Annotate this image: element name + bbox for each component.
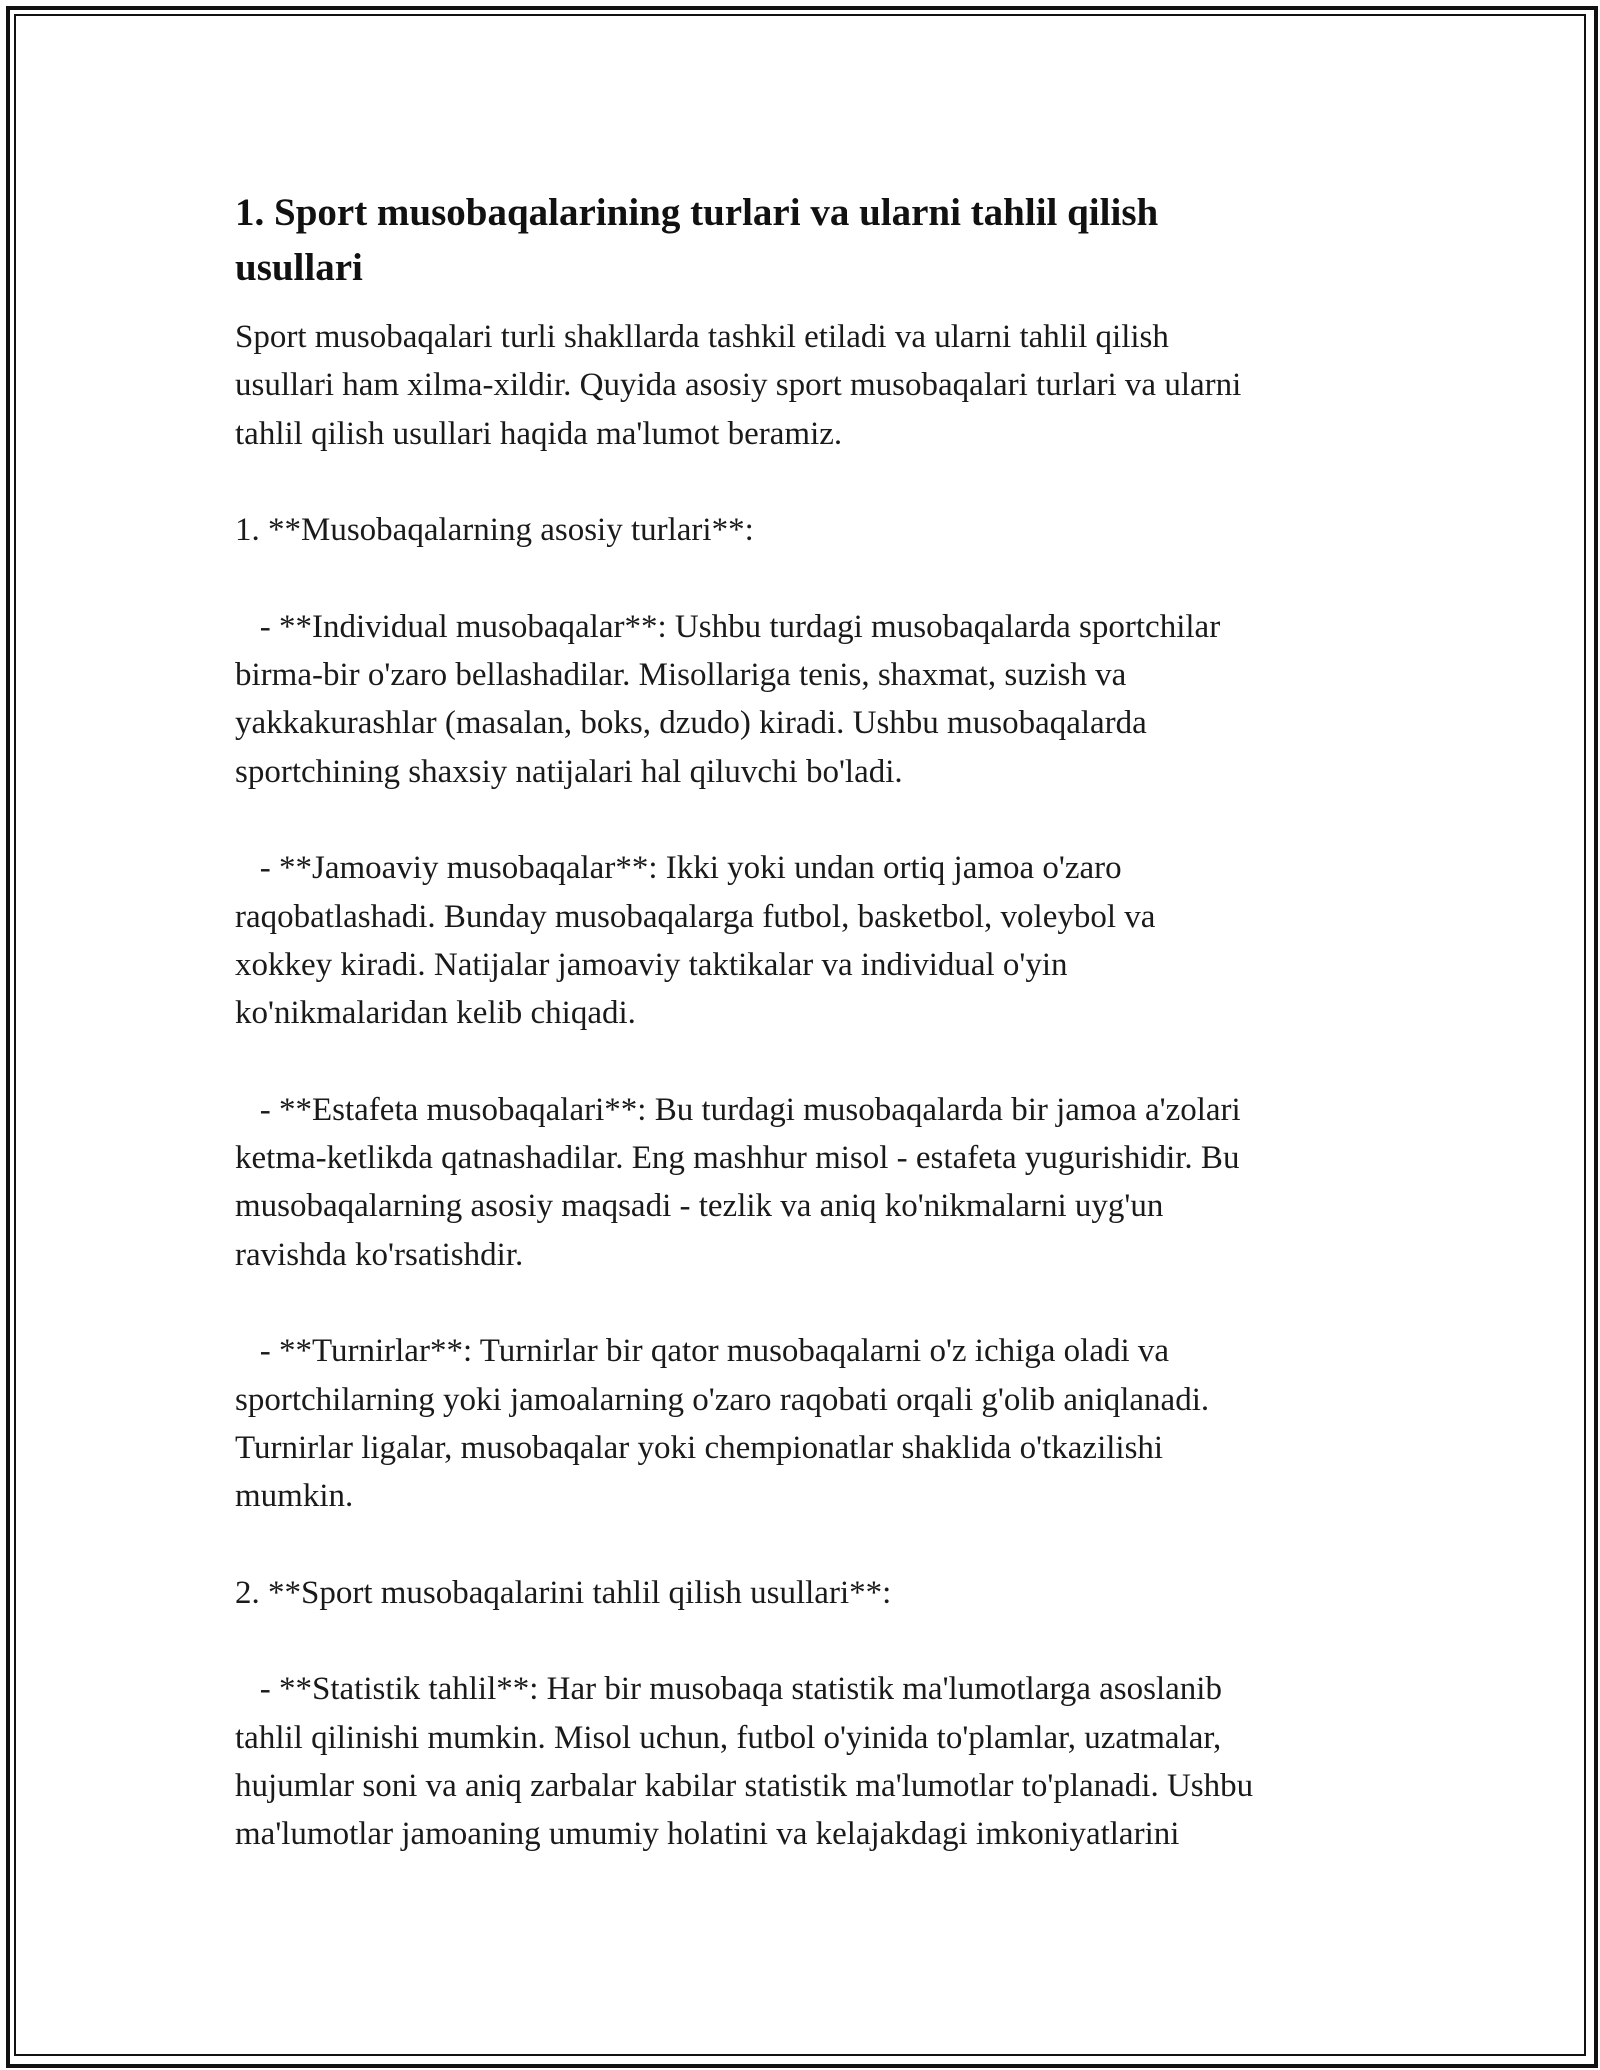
blank-line (235, 1279, 1385, 1327)
text-line: musobaqalarning asosiy maqsadi - tezlik va aniq ko'nikmalarni uyg'un (235, 1188, 1164, 1225)
document-body (235, 185, 1385, 1859)
text-line: Turnirlar ligalar, musobaqalar yoki chempionatlar shaklida o'tkazilishi (235, 1429, 1164, 1466)
blank-line (235, 1617, 1385, 1665)
blank-line (235, 554, 1385, 602)
text-line: tahlil qilinishi mumkin. Misol uchun, futbol o'yinida to'plamlar, uzatmalar, (235, 1719, 1222, 1756)
text-line: ketma-ketlikda qatnashadilar. Eng mashhur misol - estafeta yugurishidir. Bu (235, 1140, 1240, 1177)
section-heading (235, 185, 1385, 295)
text-line: sportchilarning yoki jamoalarning o'zaro raqobati orqali g'olib aniqlanadi. (235, 1381, 1210, 1418)
document-text (235, 313, 1385, 1859)
text-line: birma-bir o'zaro bellashadilar. Misollariga tenis, shaxmat, suzish va (235, 657, 1127, 694)
text-line: - **Statistik tahlil**: Har bir musobaqa statistik ma'lumotlarga asoslanib (235, 1671, 1222, 1708)
text-line: - **Turnirlar**: Turnirlar bir qator musobaqalarni o'z ichiga oladi va (235, 1333, 1170, 1370)
blank-line (235, 796, 1385, 844)
text-line: mumkin. (235, 1478, 354, 1515)
text-line: hujumlar soni va aniq zarbalar kabilar statistik ma'lumotlar to'planadi. Ushbu (235, 1767, 1254, 1804)
text-line: - **Estafeta musobaqalari**: Bu turdagi musobaqalarda bir jamoa a'zolari (235, 1091, 1241, 1128)
text-line: - **Individual musobaqalar**: Ushbu turdagi musobaqalarda sportchilar (235, 608, 1221, 645)
text-line: sportchining shaxsiy natijalari hal qiluvchi bo'ladi. (235, 753, 903, 790)
text-line: - **Jamoaviy musobaqalar**: Ikki yoki undan ortiq jamoa o'zaro (235, 850, 1122, 887)
heading-line: usullari (235, 246, 363, 289)
blank-line (235, 1037, 1385, 1085)
text-line: ma'lumotlar jamoaning umumiy holatini va kelajakdagi imkoniyatlarini (235, 1816, 1180, 1853)
text-line: xokkey kiradi. Natijalar jamoaviy taktikalar va individual o'yin (235, 946, 1068, 983)
text-line: tahlil qilish usullari haqida ma'lumot beramiz. (235, 415, 843, 452)
text-line: raqobatlashadi. Bunday musobaqalarga futbol, basketbol, voleybol va (235, 898, 1156, 935)
text-line: Sport musobaqalari turli shakllarda tashkil etiladi va ularni tahlil qilish (235, 319, 1169, 355)
blank-line (235, 1520, 1385, 1568)
text-line: ravishda ko'rsatishdir. (235, 1236, 524, 1273)
text-line: usullari ham xilma-xildir. Quyida asosiy sport musobaqalari turlari va ularni (235, 367, 1242, 404)
text-line: ko'nikmalaridan kelib chiqadi. (235, 995, 636, 1032)
text-line: 2. **Sport musobaqalarini tahlil qilish usullari**: (235, 1574, 892, 1611)
text-line: yakkakurashlar (masalan, boks, dzudo) kiradi. Ushbu musobaqalarda (235, 705, 1147, 742)
text-line: 1. **Musobaqalarning asosiy turlari**: (235, 512, 754, 549)
blank-line (235, 458, 1385, 506)
heading-line: 1. Sport musobaqalarining turlari va ularni tahlil qilish (235, 191, 1159, 234)
